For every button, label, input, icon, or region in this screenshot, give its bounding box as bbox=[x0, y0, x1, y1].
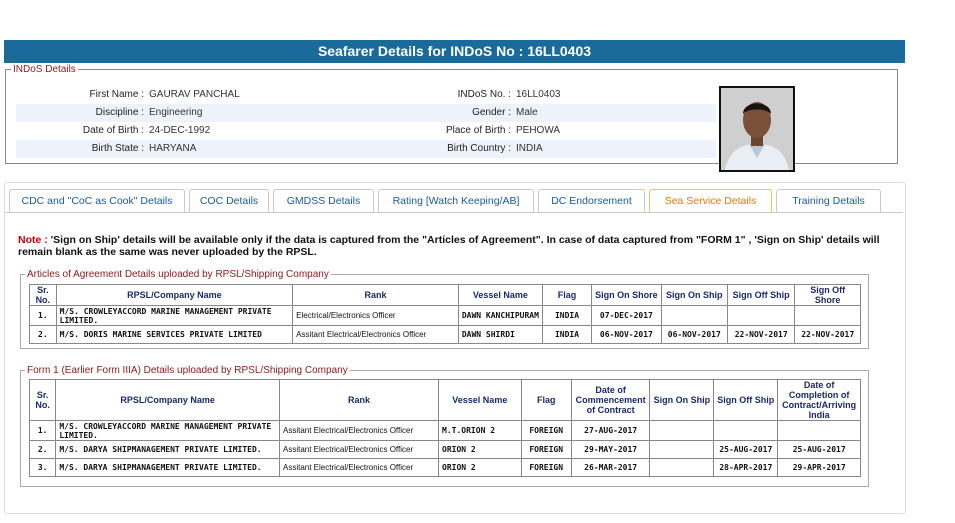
aoa-cell: 22-NOV-2017 bbox=[795, 326, 861, 344]
indos-row-4 bbox=[16, 140, 716, 158]
note-label: Note : bbox=[18, 234, 48, 246]
tab-divider bbox=[5, 212, 903, 213]
form1-cell bbox=[714, 421, 778, 441]
aoa-header-cell: Sign Off Shore bbox=[795, 285, 861, 306]
form1-header-cell: Sr. No. bbox=[30, 380, 56, 421]
form1-cell: ORION 2 bbox=[439, 441, 522, 459]
aoa-cell: Electrical/Electronics Officer bbox=[293, 306, 459, 326]
aoa-header-cell: Vessel Name bbox=[458, 285, 542, 306]
details-panel bbox=[4, 182, 906, 514]
aoa-header-cell: Sign On Ship bbox=[661, 285, 727, 306]
tab-cdc-coc-cook[interactable]: CDC and "CoC as Cook" Details bbox=[9, 189, 185, 212]
tab-sea-service-details[interactable]: Sea Service Details bbox=[649, 189, 772, 212]
form1-header-cell: Rank bbox=[279, 380, 438, 421]
form1-cell: FOREIGN bbox=[521, 421, 571, 441]
table-row bbox=[30, 326, 861, 344]
form1-cell: 25-AUG-2017 bbox=[714, 441, 778, 459]
note-text bbox=[18, 234, 886, 258]
form1-cell bbox=[778, 421, 861, 441]
indos-row-1 bbox=[16, 86, 716, 104]
indos-details-group bbox=[5, 64, 898, 164]
form1-cell: FOREIGN bbox=[521, 441, 571, 459]
form1-cell: M/S. CROWLEYACCORD MARINE MANAGEMENT PRIVATE LIMITED. bbox=[56, 421, 280, 441]
form1-legend: Form 1 (Earlier Form IIIA) Details uploaded by RPSL/Shipping Company bbox=[27, 365, 348, 376]
pob-label: Place of Birth : bbox=[445, 125, 511, 136]
form1-cell: FOREIGN bbox=[521, 459, 571, 477]
aoa-cell bbox=[661, 306, 727, 326]
aoa-header-cell: Rank bbox=[293, 285, 459, 306]
indos-row-2 bbox=[16, 104, 716, 122]
birth-country-label: Birth Country : bbox=[447, 143, 511, 154]
table-row bbox=[30, 421, 861, 441]
aoa-cell: 22-NOV-2017 bbox=[727, 326, 794, 344]
first-name-label: First Name : bbox=[89, 89, 144, 100]
aoa-cell: DAWN SHIRDI bbox=[458, 326, 542, 344]
tab-coc-details[interactable]: COC Details bbox=[189, 189, 269, 212]
tab-dc-endorsement[interactable]: DC Endorsement bbox=[538, 189, 645, 212]
aoa-cell: 1. bbox=[30, 306, 57, 326]
form1-header-cell: Sign On Ship bbox=[650, 380, 714, 421]
tab-training-details[interactable]: Training Details bbox=[776, 189, 881, 212]
form1-cell: 1. bbox=[30, 421, 56, 441]
gender-value: Male bbox=[516, 107, 538, 118]
form1-cell: 26-MAR-2017 bbox=[571, 459, 650, 477]
aoa-cell bbox=[795, 306, 861, 326]
form1-header-cell: Vessel Name bbox=[439, 380, 522, 421]
form1-header-cell: Date of Commencement of Contract bbox=[571, 380, 650, 421]
form1-cell bbox=[650, 421, 714, 441]
form1-cell bbox=[650, 441, 714, 459]
indos-row-3 bbox=[16, 122, 716, 140]
form1-header-cell: Sign Off Ship bbox=[714, 380, 778, 421]
aoa-cell: M/S. CROWLEYACCORD MARINE MANAGEMENT PRIVATE LIMITED. bbox=[56, 306, 293, 326]
aoa-cell: 06-NOV-2017 bbox=[661, 326, 727, 344]
form1-cell: M.T.ORION 2 bbox=[439, 421, 522, 441]
aoa-cell: 2. bbox=[30, 326, 57, 344]
aoa-header-cell: RPSL/Company Name bbox=[56, 285, 293, 306]
form1-cell: 29-MAY-2017 bbox=[571, 441, 650, 459]
form1-cell: 29-APR-2017 bbox=[778, 459, 861, 477]
aoa-table bbox=[29, 284, 861, 344]
aoa-cell: INDIA bbox=[542, 306, 591, 326]
indos-no-label: INDoS No. : bbox=[457, 89, 511, 100]
form1-cell: 28-APR-2017 bbox=[714, 459, 778, 477]
form1-cell: 27-AUG-2017 bbox=[571, 421, 650, 441]
dob-value: 24-DEC-1992 bbox=[149, 125, 211, 136]
form1-header-cell: Flag bbox=[521, 380, 571, 421]
form1-cell: 25-AUG-2017 bbox=[778, 441, 861, 459]
form1-cell: ORION 2 bbox=[439, 459, 522, 477]
aoa-cell: M/S. DORIS MARINE SERVICES PRIVATE LIMITED bbox=[56, 326, 293, 344]
aoa-header-row bbox=[30, 285, 861, 306]
form1-header-cell: Date of Completion of Contract/Arriving India bbox=[778, 380, 861, 421]
aoa-cell: DAWN KANCHIPURAM bbox=[458, 306, 542, 326]
form1-header-cell: RPSL/Company Name bbox=[56, 380, 280, 421]
note-body: 'Sign on Ship' details will be available only if the data is captured from the "Articles of Agreement". In case of data captured from "FORM 1" , 'Sign on Ship' details will remain blank as the same was never uploaded by the RPSL. bbox=[18, 234, 880, 258]
table-row bbox=[30, 306, 861, 326]
table-row bbox=[30, 441, 861, 459]
birth-state-label: Birth State : bbox=[91, 143, 144, 154]
aoa-legend: Articles of Agreement Details uploaded by RPSL/Shipping Company bbox=[27, 269, 329, 280]
aoa-cell: Assitant Electrical/Electronics Officer bbox=[293, 326, 459, 344]
indos-no-value: 16LL0403 bbox=[516, 89, 561, 100]
tab-rating-watch-keeping[interactable]: Rating [Watch Keeping/AB] bbox=[378, 189, 534, 212]
aoa-header-cell: Sign On Shore bbox=[592, 285, 661, 306]
pob-value: PEHOWA bbox=[516, 125, 561, 136]
aoa-cell: INDIA bbox=[542, 326, 591, 344]
birth-country-value: INDIA bbox=[516, 143, 543, 154]
gender-label: Gender : bbox=[472, 107, 511, 118]
table-row bbox=[30, 459, 861, 477]
form1-cell: Assitant Electrical/Electronics Officer bbox=[279, 441, 438, 459]
indos-legend: INDoS Details bbox=[13, 64, 76, 75]
aoa-cell: 06-NOV-2017 bbox=[592, 326, 661, 344]
form1-cell: Assitant Electrical/Electronics Officer bbox=[279, 459, 438, 477]
form1-cell: 2. bbox=[30, 441, 56, 459]
form1-cell: M/S. DARYA SHIPMANAGEMENT PRIVATE LIMITED. bbox=[56, 459, 280, 477]
first-name-value: GAURAV PANCHAL bbox=[149, 89, 240, 100]
form1-cell: 3. bbox=[30, 459, 56, 477]
form1-header-row bbox=[30, 380, 861, 421]
form1-cell bbox=[650, 459, 714, 477]
aoa-header-cell: Flag bbox=[542, 285, 591, 306]
tab-gmdss-details[interactable]: GMDSS Details bbox=[273, 189, 374, 212]
dob-label: Date of Birth : bbox=[82, 125, 144, 136]
aoa-cell bbox=[727, 306, 794, 326]
aoa-cell: 07-DEC-2017 bbox=[592, 306, 661, 326]
form1-cell: M/S. DARYA SHIPMANAGEMENT PRIVATE LIMITED. bbox=[56, 441, 280, 459]
seafarer-photo bbox=[719, 86, 795, 172]
aoa-header-cell: Sign Off Ship bbox=[727, 285, 794, 306]
form1-table bbox=[29, 379, 861, 477]
discipline-value: Engineering bbox=[149, 107, 203, 118]
page-title: Seafarer Details for INDoS No : 16LL0403 bbox=[4, 40, 905, 63]
birth-state-value: HARYANA bbox=[149, 143, 197, 154]
aoa-header-cell: Sr. No. bbox=[30, 285, 57, 306]
discipline-label: Discipline : bbox=[95, 107, 144, 118]
form1-cell: Assitant Electrical/Electronics Officer bbox=[279, 421, 438, 441]
